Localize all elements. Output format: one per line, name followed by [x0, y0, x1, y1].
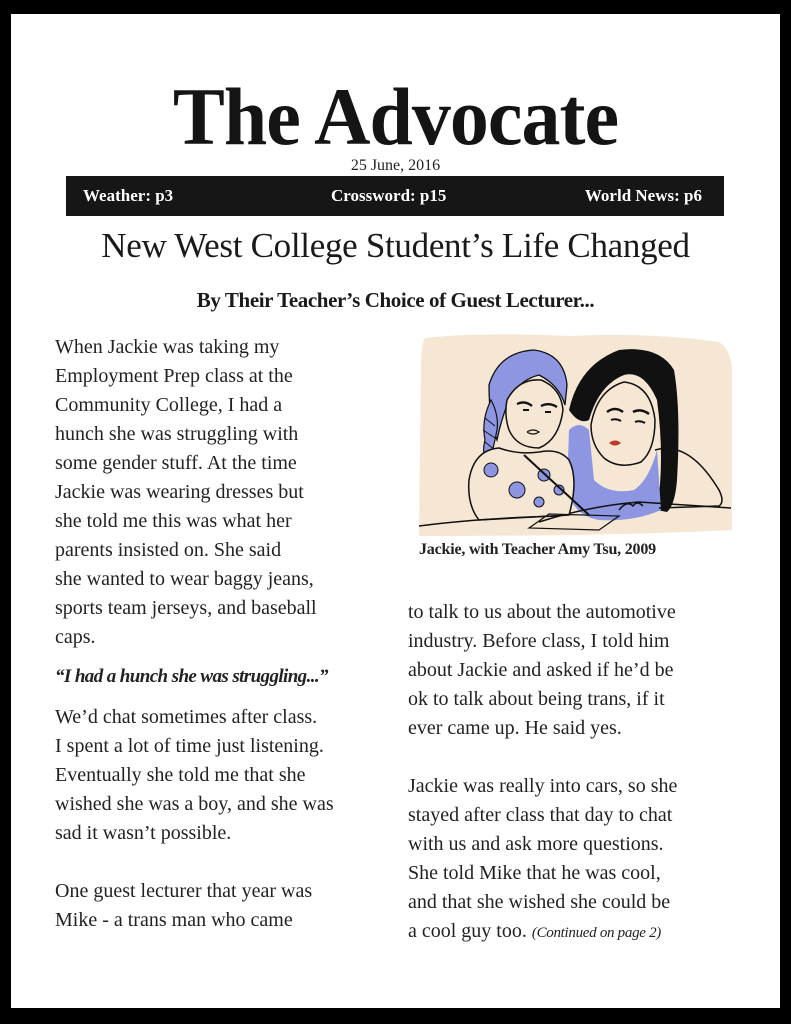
- left-column: [55, 333, 395, 935]
- text-line: she told me this was what her: [55, 510, 292, 532]
- article-illustration: [419, 330, 733, 538]
- article-headline: New West College Student’s Life Changed: [101, 226, 690, 265]
- illustration-jackie-and-teacher: [419, 330, 733, 538]
- paragraph-2: [55, 703, 395, 848]
- paragraph-1: [55, 333, 395, 652]
- text-line: wished she was a boy, and she was: [55, 793, 334, 815]
- pull-quote: “I had a hunch she was struggling...”: [55, 666, 328, 687]
- text-line: some gender stuff. At the time: [55, 452, 297, 474]
- text-line: [408, 917, 748, 948]
- text-line: She told Mike that he was cool,: [408, 862, 661, 884]
- world-news-page-ref: World News: p6: [584, 186, 702, 205]
- paragraph-3: [55, 877, 395, 935]
- newspaper-page: [11, 14, 780, 1008]
- text-line: One guest lecturer that year was: [55, 880, 313, 902]
- text-line: caps.: [55, 626, 96, 648]
- text-line: she wanted to wear baggy jeans,: [55, 568, 314, 590]
- text-line: sad it wasn’t possible.: [55, 822, 232, 844]
- text-line: Employment Prep class at the: [55, 365, 293, 387]
- continued-on-page-link[interactable]: (Continued on page 2): [531, 925, 661, 941]
- text-line: Eventually she told me that she: [55, 764, 306, 786]
- text-line: industry. Before class, I told him: [408, 630, 670, 652]
- illustration-caption: Jackie, with Teacher Amy Tsu, 2009: [419, 541, 656, 558]
- text-line: stayed after class that day to chat: [408, 804, 673, 826]
- paragraph-5: [408, 772, 748, 948]
- text-line: Jackie was wearing dresses but: [55, 481, 304, 503]
- article-subheadline: By Their Teacher’s Choice of Guest Lecturer...: [196, 288, 595, 312]
- text-line-end: a cool guy too.: [408, 920, 527, 942]
- text-line: about Jackie and asked if he’d be: [408, 659, 674, 681]
- weather-page-ref: Weather: p3: [83, 186, 174, 205]
- crossword-page-ref: Crossword: p15: [331, 186, 447, 205]
- paragraph-gap: [55, 848, 395, 877]
- text-line: Mike - a trans man who came: [55, 909, 293, 931]
- right-column: [408, 598, 748, 948]
- section-index-bar: [66, 176, 724, 216]
- text-line: Jackie was really into cars, so she: [408, 775, 678, 797]
- paragraph-gap: [408, 743, 748, 772]
- text-line: ok to talk about being trans, if it: [408, 688, 665, 710]
- text-line: hunch she was struggling with: [55, 423, 299, 445]
- text-line: I spent a lot of time just listening.: [55, 735, 324, 757]
- issue-date: 25 June, 2016: [350, 157, 441, 174]
- text-line: parents insisted on. She said: [55, 539, 282, 561]
- text-line: with us and ask more questions.: [408, 833, 664, 855]
- text-line: sports team jerseys, and baseball: [55, 597, 317, 619]
- text-line: When Jackie was taking my: [55, 336, 280, 358]
- paragraph-4: [408, 598, 748, 743]
- text-line: and that she wished she could be: [408, 891, 671, 913]
- text-line: to talk to us about the automotive: [408, 601, 676, 623]
- text-line: ever came up. He said yes.: [408, 717, 622, 739]
- text-line: Community College, I had a: [55, 394, 283, 416]
- masthead-title: The Advocate: [172, 71, 619, 162]
- text-line: We’d chat sometimes after class.: [55, 706, 318, 728]
